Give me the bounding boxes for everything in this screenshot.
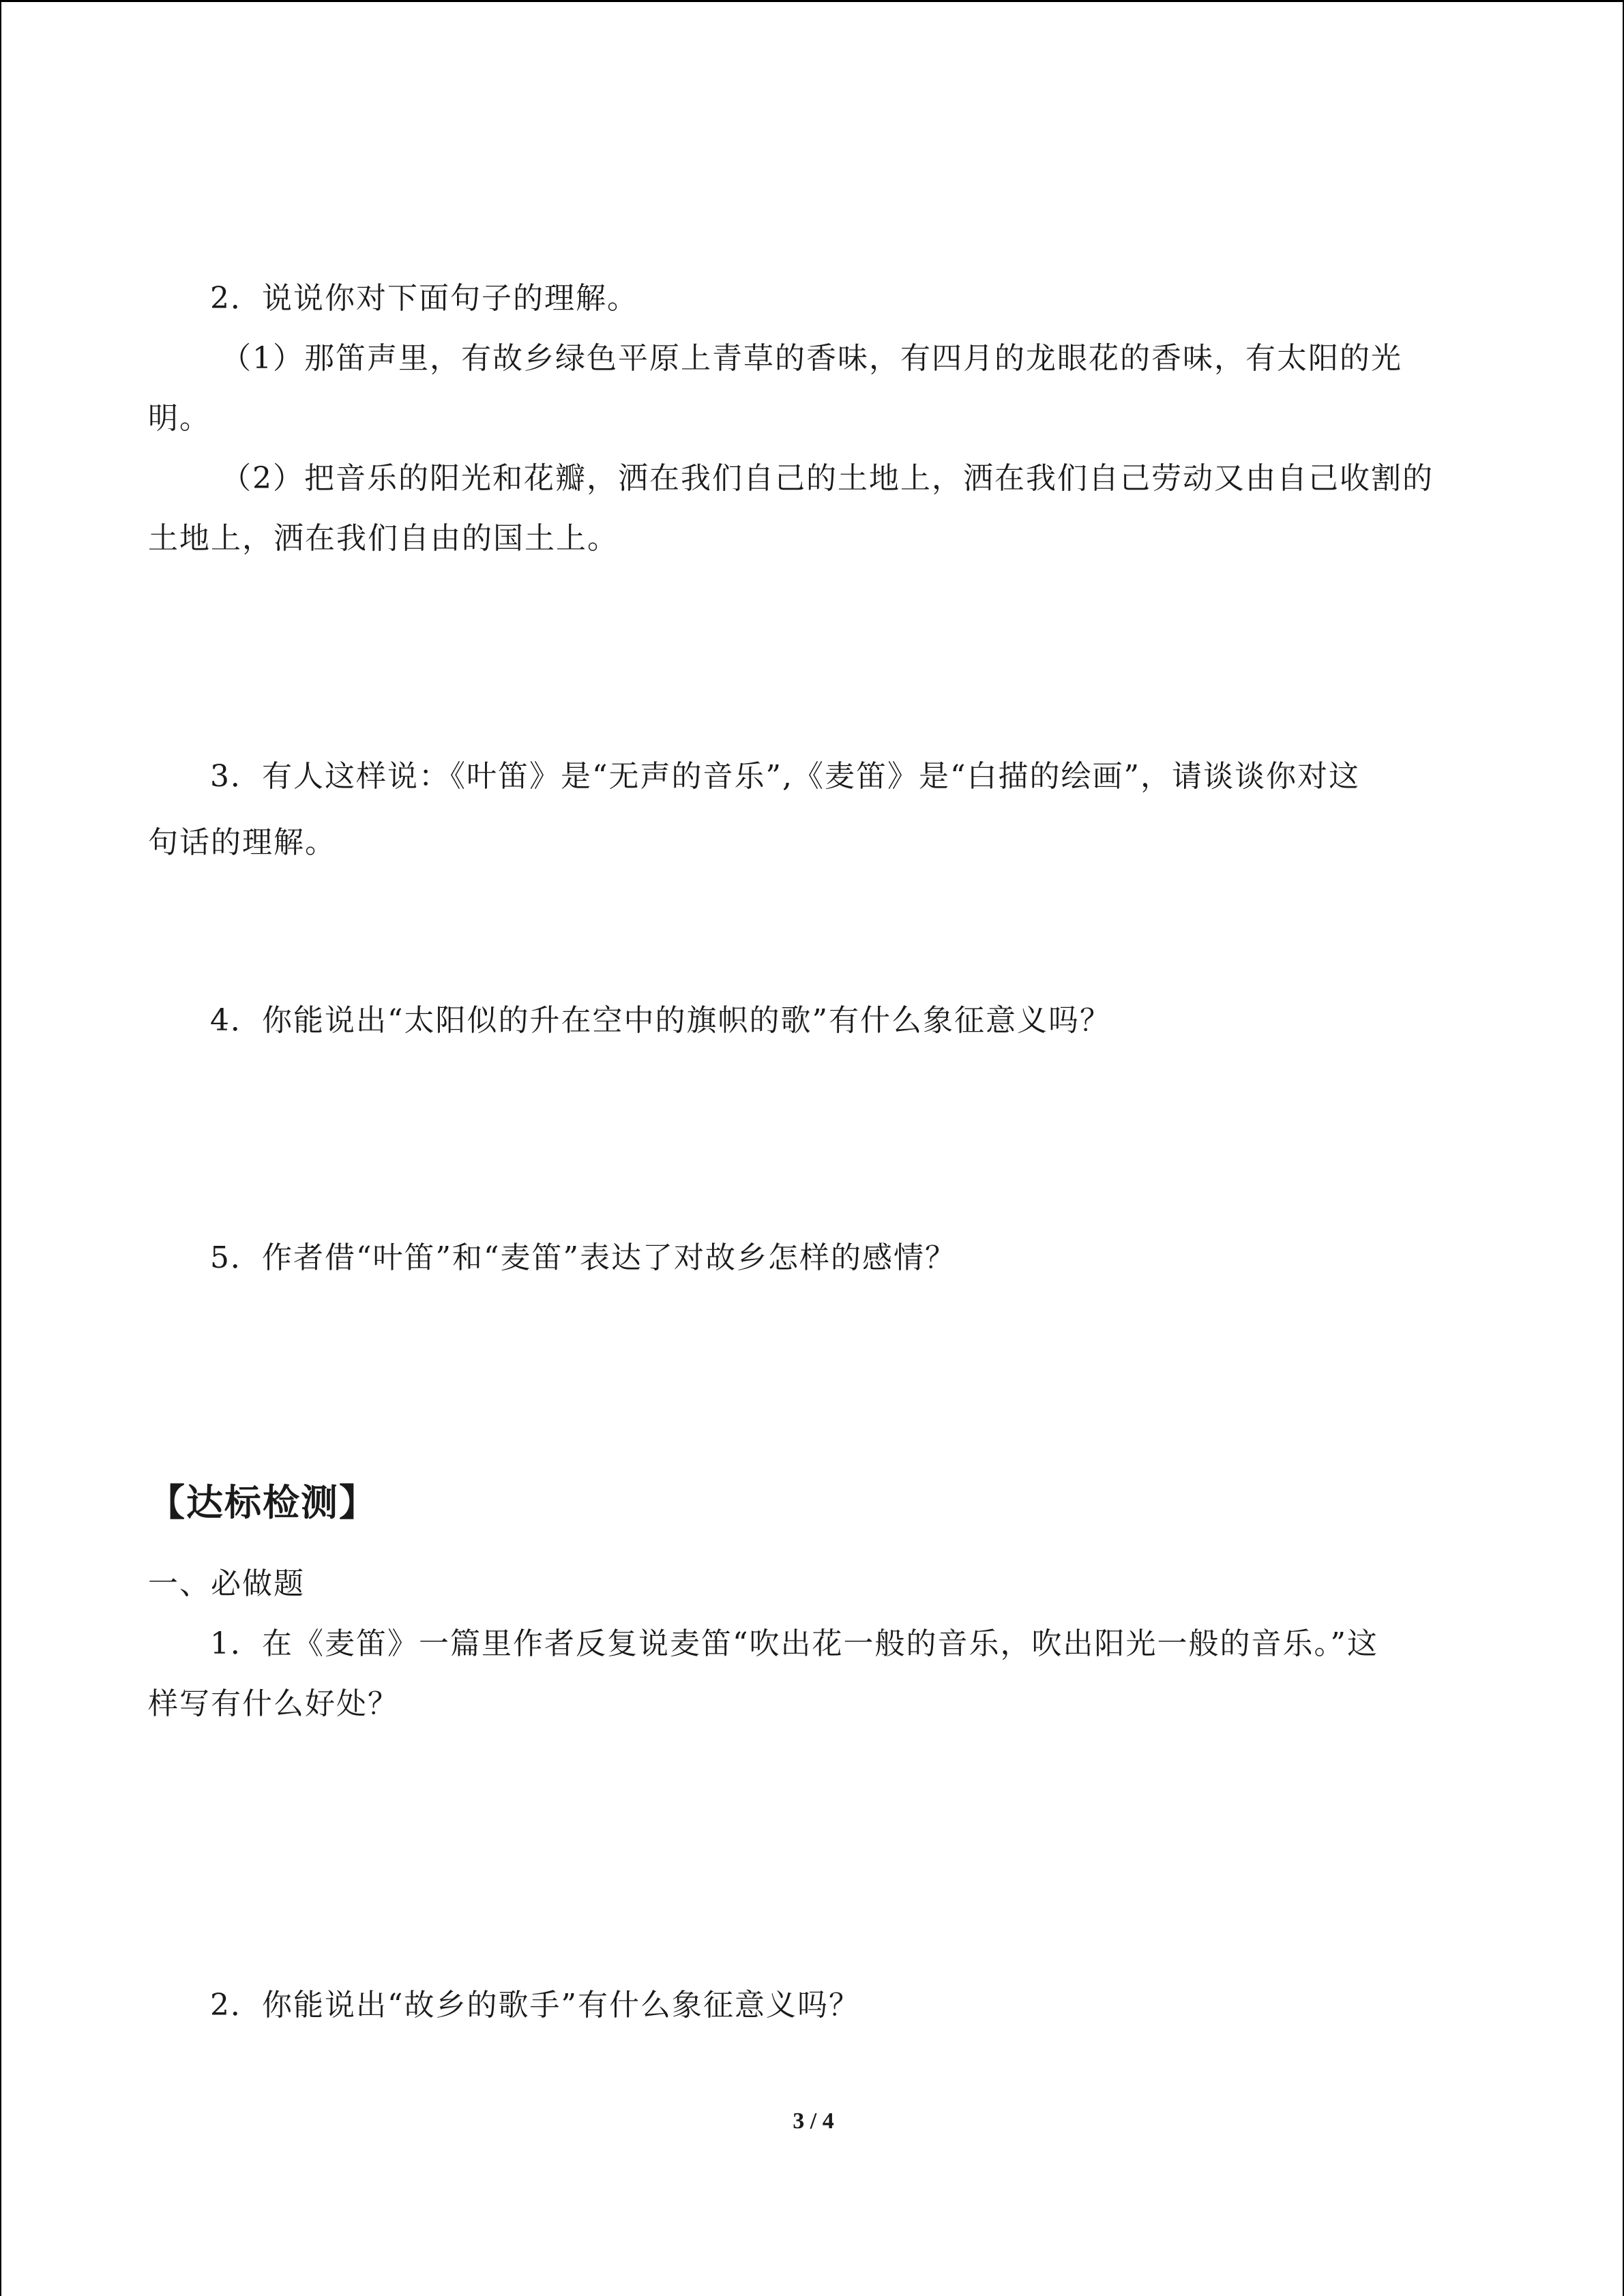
assessment-question-2: 2．你能说出“故乡的歌手”有什么象征意义吗？ <box>210 1988 860 2023</box>
question-4: 4．你能说出“太阳似的升在空中的旗帜的歌”有什么象征意义吗？ <box>210 1003 1111 1038</box>
question-5: 5．作者借“叶笛”和“麦笛”表达了对故乡怎样的感情？ <box>210 1240 956 1275</box>
question-3-line1: 3．有人这样说：《叶笛》是“无声的音乐”,《麦笛》是“白描的绘画”，请谈谈你对这 <box>210 759 1360 794</box>
assessment-question-1-line2: 样写有什么好处？ <box>148 1686 399 1721</box>
question-2-sub1-line1: （1）那笛声里，有故乡绿色平原上青草的香味，有四月的龙眼花的香味，有太阳的光 <box>221 341 1402 376</box>
question-2-sub1-line2: 明。 <box>148 401 211 436</box>
page-number: 3 / 4 <box>793 2108 834 2134</box>
question-2-sub2-line2: 土地上，洒在我们自由的国土上。 <box>148 521 619 556</box>
assessment-question-1-line1: 1．在《麦笛》一篇里作者反复说麦笛“吹出花一般的音乐，吹出阳光一般的音乐。”这 <box>210 1626 1378 1661</box>
assessment-heading: 【达标检测】 <box>148 1481 377 1524</box>
question-2-sub2-line1: （2）把音乐的阳光和花瓣，洒在我们自己的土地上，洒在我们自己劳动又由自己收割的 <box>221 461 1434 496</box>
question-2-title: 2．说说你对下面句子的理解。 <box>210 281 638 316</box>
part-title-required: 一、必做题 <box>148 1566 305 1601</box>
question-3-line2: 句话的理解。 <box>148 825 336 860</box>
